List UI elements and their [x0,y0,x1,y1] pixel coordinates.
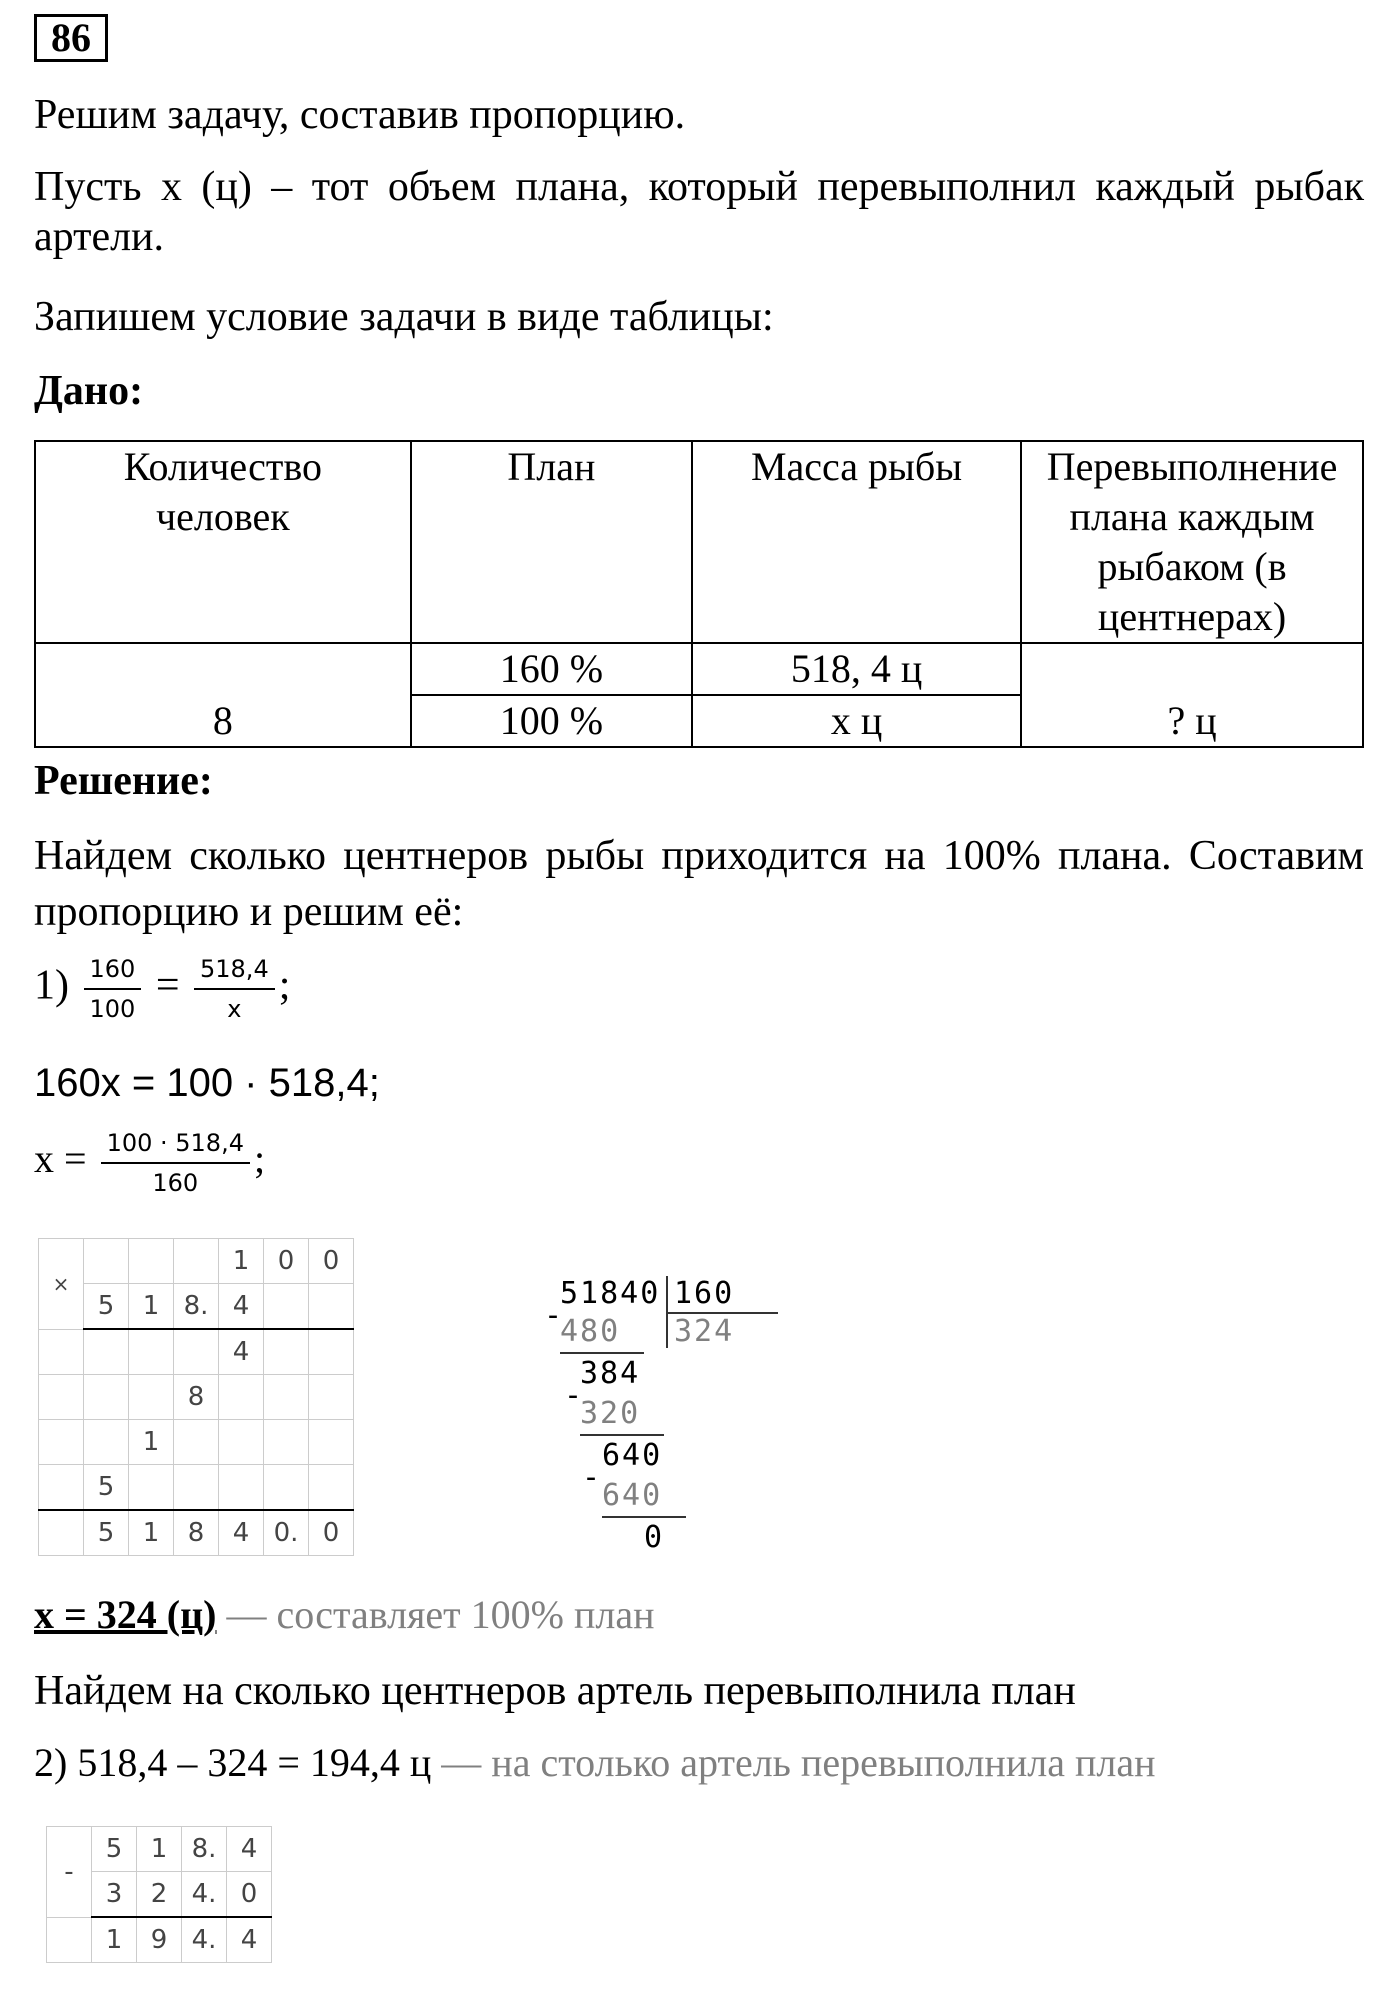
long-division [544,1274,792,1574]
division-remainder: 0 [644,1520,665,1555]
mult-grid-cell [129,1329,174,1375]
fraction-2 [194,954,275,1024]
mult-grid-cell [219,1375,264,1420]
mult-grid-cell: 1 [219,1239,264,1284]
division-step: 640 [602,1438,663,1473]
eq1-equals: = [155,962,180,1009]
mult-grid-cell [264,1329,309,1375]
mult-grid-cell: 0 [309,1239,354,1284]
eq1-prefix: 1) [34,962,69,1009]
write-text: Запишем условие задачи в виде таблицы: [34,294,774,340]
mult-grid-cell: 8. [174,1284,219,1330]
mult-grid-cell: 0 [309,1510,354,1556]
mult-grid-cell [84,1329,129,1375]
fraction-2-numerator: 518,4 [194,954,275,990]
intro-text: Решим задачу, составив пропорцию. [34,92,686,138]
mult-grid-cell: 1 [129,1510,174,1556]
header-excess: Перевыполнение плана каждым рыбаком (в центнерах) [1021,441,1363,643]
mult-grid-cell [129,1465,174,1511]
header-plan: План [411,441,692,643]
result-1-line [34,1590,655,1640]
mult-grid-cell: 5 [84,1510,129,1556]
fraction-3 [101,1128,250,1198]
minus-sign: - [582,1460,603,1495]
mult-grid-cell [129,1239,174,1284]
mult-grid-cell: 1 [129,1284,174,1330]
given-label: Дано: [34,368,144,414]
problem-number: 86 [34,14,108,62]
cell-people: 8 [35,643,411,747]
mult-grid-cell [129,1375,174,1420]
mult-grid-row [39,1284,354,1330]
mult-grid-cell [39,1465,84,1511]
fraction-1-denominator: 100 [89,995,136,1023]
header-people: Количество человек [35,441,411,643]
mult-grid-cell: 8 [174,1375,219,1420]
sub-grid-cell: 9 [137,1917,182,1963]
let-text: Пусть х (ц) – тот объем плана, который перевыполнил каждый рыбак артели. [34,164,1364,260]
mult-grid-cell [84,1239,129,1284]
equation-2: 160х = 100 · 518,4; [34,1061,380,1105]
mult-grid-cell [39,1420,84,1465]
mult-grid-cell: 0. [264,1510,309,1556]
mult-grid-cell: 5 [84,1465,129,1511]
step1-text: Найдем сколько центнеров рыбы приходится на 100% плана. Составим пропорцию и решим её: [34,833,1364,935]
multiplication-grid [38,1238,354,1556]
mult-grid-row [39,1420,354,1465]
cell-plan-2: 100 % [411,695,692,747]
cell-plan-1: 160 % [411,643,692,695]
mult-grid-cell: 4 [219,1329,264,1375]
eq3-prefix: х = [34,1136,87,1182]
mult-grid-cell [264,1375,309,1420]
sub-grid-cell: 4 [227,1827,272,1872]
mult-grid-cell: 1 [129,1420,174,1465]
division-step: 640 [602,1478,663,1513]
mult-grid-cell [84,1375,129,1420]
mult-grid-cell: 4 [219,1284,264,1330]
result-2-note: — на столько артель перевыполнила план [441,1740,1156,1785]
sub-grid-cell: 4 [227,1917,272,1963]
result-1-note: — составляет 100% план [226,1592,655,1637]
cell-excess: ? ц [1021,643,1363,747]
sub-grid-cell: 8. [182,1827,227,1872]
division-step: 320 [580,1396,641,1431]
sub-grid-cell: 2 [137,1872,182,1918]
fraction-3-denominator: 160 [152,1169,199,1197]
solution-label: Решение: [34,758,213,804]
mult-grid-cell [174,1329,219,1375]
minus-sign: - [544,1298,565,1333]
mult-grid-cell [39,1375,84,1420]
cell-mass-2: х ц [692,695,1021,747]
division-step: 480 [560,1314,621,1349]
result-2: 2) 518,4 – 324 = 194,4 ц [34,1740,432,1785]
mult-grid-row [39,1375,354,1420]
mult-grid-cell [39,1510,84,1556]
mult-grid-cell: 5 [84,1284,129,1330]
mult-grid-row [39,1465,354,1511]
division-step: 384 [580,1356,641,1391]
minus-sign: - [47,1827,92,1918]
mult-grid-row [39,1239,354,1284]
mult-grid-cell [309,1465,354,1511]
minus-sign: - [564,1378,585,1413]
step2-text: Найдем на сколько центнеров артель перевыполнила план [34,1668,1076,1714]
fraction-3-numerator: 100 · 518,4 [101,1128,250,1164]
cell-mass-1: 518, 4 ц [692,643,1021,695]
mult-grid-cell [84,1420,129,1465]
sub-grid-row [47,1827,272,1872]
mult-grid-cell [219,1465,264,1511]
header-mass: Масса рыбы [692,441,1021,643]
subtraction-grid [46,1826,272,1963]
fraction-1 [84,954,142,1024]
result-1: х = 324 (ц) [34,1592,217,1637]
sub-grid-cell: 1 [92,1917,137,1963]
division-quotient: 324 [674,1314,735,1349]
mult-grid-cell: × [39,1239,84,1330]
mult-grid-row [39,1510,354,1556]
mult-grid-cell [309,1375,354,1420]
mult-grid-cell [264,1284,309,1330]
mult-grid-row [39,1329,354,1375]
fraction-2-denominator: х [227,995,242,1023]
mult-grid-cell [309,1284,354,1330]
given-table [34,440,1364,748]
sub-grid-cell [47,1917,92,1963]
sub-grid-cell: 5 [92,1827,137,1872]
mult-grid-cell [309,1420,354,1465]
sub-grid-row [47,1917,272,1963]
sub-grid-cell: 4. [182,1917,227,1963]
mult-grid-cell [174,1420,219,1465]
sub-grid-cell: 0 [227,1872,272,1918]
mult-grid-cell [219,1420,264,1465]
mult-grid-cell [309,1329,354,1375]
sub-grid-cell: 4. [182,1872,227,1918]
fraction-1-numerator: 160 [84,954,142,990]
mult-grid-cell: 8 [174,1510,219,1556]
mult-grid-cell [174,1239,219,1284]
division-dividend: 51840 [560,1276,661,1311]
eq1-end: ; [278,962,291,1009]
result-2-line [34,1738,1155,1788]
sub-grid-cell: 3 [92,1872,137,1918]
division-divisor: 160 [674,1276,735,1311]
equation-1 [34,954,290,1024]
mult-grid-cell [264,1465,309,1511]
mult-grid-cell [39,1329,84,1375]
eq3-end: ; [253,1136,266,1182]
mult-grid-cell: 0 [264,1239,309,1284]
mult-grid-cell [264,1420,309,1465]
sub-grid-cell: 1 [137,1827,182,1872]
mult-grid-cell: 4 [219,1510,264,1556]
equation-3 [34,1128,265,1198]
mult-grid-cell [174,1465,219,1511]
